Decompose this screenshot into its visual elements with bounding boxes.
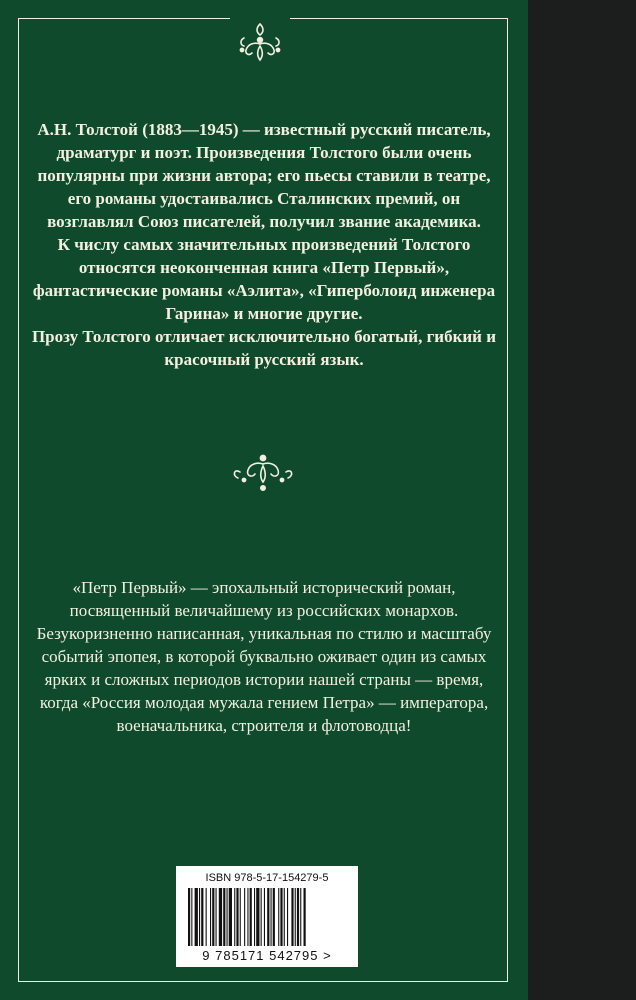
author-bio-paragraph: К числу самых значительных произведений Толстого относятся неоконченная книга «Петр Первый», фантастические романы «Аэлита», «Гиперболоид инженера Гарина» и многие другие. [32,235,496,323]
flourish-ornament-icon [230,18,290,66]
author-bio-paragraph: А.Н. Толстой (1883—1945) — известный русский писатель, драматург и поэт. Произведения Толстого были очень популярны при жизни автора; его пьесы ставили в театре, его романы удостаивались Сталинских премий, он возглавлял Союз писателей, получил звание академика. [37,120,491,231]
book-blurb: «Петр Первый» — эпохальный исторический роман, посвященный величайшему из российских монархов. Безукоризненно написанная, уникальная по стилю и масштабу событий эпопея, в которой буквально оживает один из самых ярких и сложных периодов истории нашей страны — время, когда «Россия молодая мужала гением Петра» — императора, военачальника, строителя и флотоводца! [36,578,492,735]
author-bio-paragraph: Прозу Толстого отличает исключительно богатый, гибкий и красочный русский язык. [31,327,497,369]
isbn-label: ISBN 978-5-17-154279-5 [205,872,329,884]
barcode [176,866,358,967]
barcode-bars [188,888,346,946]
flourish-ornament-icon [228,450,298,494]
book-spine [528,0,636,1000]
barcode-digits: 9 785171 542795 > [202,948,332,963]
author-bio [30,118,498,371]
